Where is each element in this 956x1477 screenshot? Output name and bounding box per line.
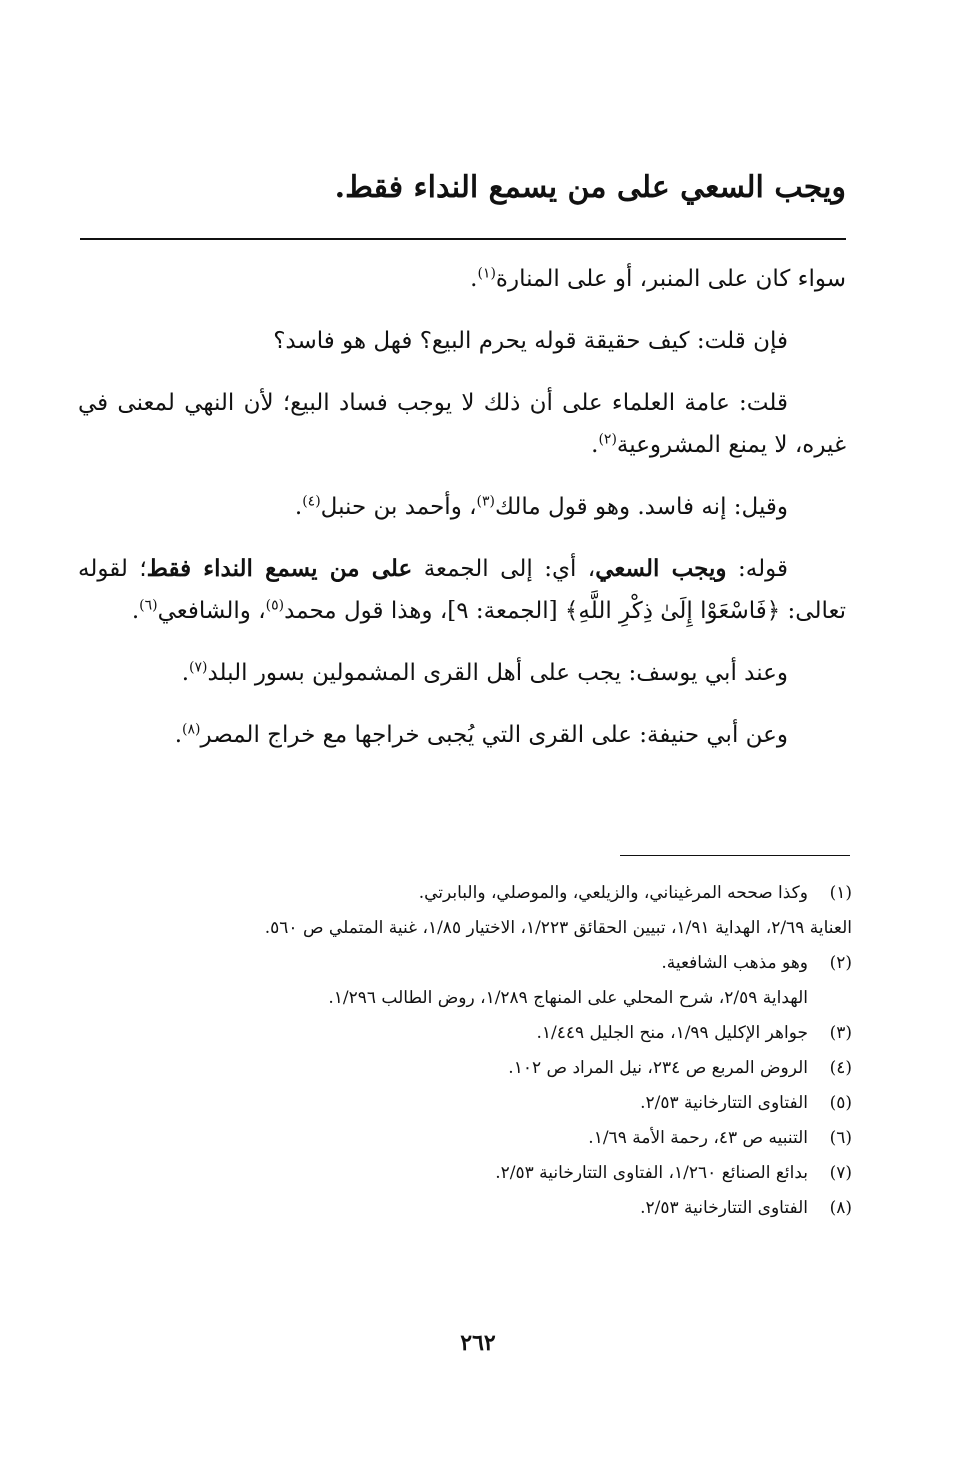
footnote-continuation: العناية ٢/٦٩، الهداية ١/٩١، تبيين الحقائق ١/٢٢٣، الاختيار ١/٨٥، غنية المتملي ص ٥٦٠.: [264, 918, 852, 938]
footnote-ref[interactable]: (٧): [189, 659, 208, 676]
paragraph-text: قوله:: [738, 556, 788, 582]
paragraph-end: .: [174, 722, 183, 748]
matn-quote: ويجب السعي: [595, 555, 727, 582]
paragraph-2: [78, 320, 846, 362]
footnote-3: [82, 1016, 852, 1051]
footnote-number: (٣): [829, 1023, 852, 1043]
paragraph-end: .: [181, 660, 190, 686]
paragraph-text: وقيل: إنه فاسد. وهو قول مالك: [495, 494, 788, 520]
footnote-4: [82, 1051, 852, 1086]
footnote-number: (١): [829, 883, 852, 903]
footnote-ref[interactable]: (٢): [598, 431, 617, 448]
paragraph-6: [78, 652, 846, 694]
paragraph-7: [78, 714, 846, 756]
footnote-6: [82, 1121, 852, 1156]
footnote-text: الفتاوى التتارخانية ٢/٥٣.: [640, 1198, 808, 1218]
paragraph-1: [78, 258, 846, 300]
footnote-continuation: الهداية ٢/٥٩، شرح المحلي على المنهاج ١/٢٨٩، روض الطالب ١/٢٩٦.: [328, 988, 808, 1008]
matn-quote: على من يسمع النداء فقط: [146, 555, 413, 582]
footnote-text: الفتاوى التتارخانية ٢/٥٣.: [640, 1093, 808, 1113]
footnote-ref[interactable]: (٥): [265, 597, 285, 614]
footnote-line: [82, 876, 852, 911]
paragraph-text: سواء كان على المنبر، أو على المنارة: [495, 266, 846, 292]
footnote-number: (٥): [829, 1093, 852, 1113]
paragraph-end: .: [294, 494, 303, 520]
footnote-number: (٨): [829, 1198, 852, 1218]
page-number: ٢٦٢: [460, 1330, 496, 1356]
paragraph-5: [78, 548, 846, 632]
commentary-body: [78, 258, 846, 776]
footnote-text: جواهر الإكليل ١/٩٩، منح الجليل ١/٤٤٩.: [536, 1023, 808, 1043]
footnotes: [82, 876, 852, 1226]
paragraph-3: [78, 382, 846, 466]
footnote-number: (٦): [829, 1128, 852, 1148]
matn-heading: ويجب السعي على من يسمع النداء فقط.: [334, 170, 846, 205]
footnote-ref[interactable]: (٦): [139, 597, 158, 614]
footnote-ref[interactable]: (٤): [302, 493, 321, 510]
matn-divider: [80, 238, 846, 240]
paragraph-text: قلت: عامة العلماء على أن ذلك لا يوجب فساد البيع؛ لأن النهي لمعنى في غيره، لا يمنع المشروعية: [78, 390, 846, 458]
paragraph-text: فإن قلت: كيف حقيقة قوله يحرم البيع؟ فهل هو فاسد؟: [273, 328, 788, 354]
footnote-divider: [620, 855, 850, 856]
footnote-2: [82, 946, 852, 1016]
footnote-7: [82, 1156, 852, 1191]
footnote-text: بدائع الصنائع ١/٢٦٠، الفتاوى التتارخانية ٢/٥٣.: [495, 1163, 808, 1183]
paragraph-text: ، والشافعي: [157, 598, 266, 624]
footnote-number: (٧): [829, 1163, 852, 1183]
footnote-text: الروض المربع ص ٢٣٤، نيل المراد ص ١٠٢.: [508, 1058, 808, 1078]
footnote-line: [82, 946, 852, 981]
paragraph-text: وعند أبي يوسف: يجب على أهل القرى المشمولين بسور البلد: [207, 660, 788, 686]
footnote-5: [82, 1086, 852, 1121]
footnote-text: التنبيه ص ٤٣، رحمة الأمة ١/٦٩.: [588, 1128, 808, 1148]
footnote-ref[interactable]: (٣): [476, 493, 496, 510]
paragraph-end: .: [470, 266, 478, 292]
paragraph-text: ؛ لقوله تعالى: ﴿فَاسْعَوْا إِلَىٰ ذِكْرِ اللَّهِ﴾ [الجمعة: ٩]، وهذا قول محمد: [78, 556, 846, 624]
paragraph-text: ، وأحمد بن حنبل: [320, 494, 477, 520]
footnote-ref[interactable]: (٨): [182, 721, 201, 738]
paragraph-end: .: [131, 598, 140, 624]
paragraph-text: وعن أبي حنيفة: على القرى التي يُجبى خراجها مع خراج المصر: [200, 722, 788, 748]
footnote-text: وهو مذهب الشافعية.: [661, 953, 808, 973]
paragraph-text: ، أي: إلى الجمعة: [423, 556, 596, 582]
footnote-1: [82, 876, 852, 946]
paragraph-4: [78, 486, 846, 528]
footnote-number: (٢): [829, 953, 852, 973]
footnote-number: (٤): [829, 1058, 852, 1078]
footnote-text: وكذا صححه المرغيناني، والزيلعي، والموصلي، والبابرتي.: [418, 883, 808, 903]
paragraph-end: .: [591, 432, 599, 458]
footnote-8: [82, 1191, 852, 1226]
footnote-ref[interactable]: (١): [477, 265, 496, 282]
